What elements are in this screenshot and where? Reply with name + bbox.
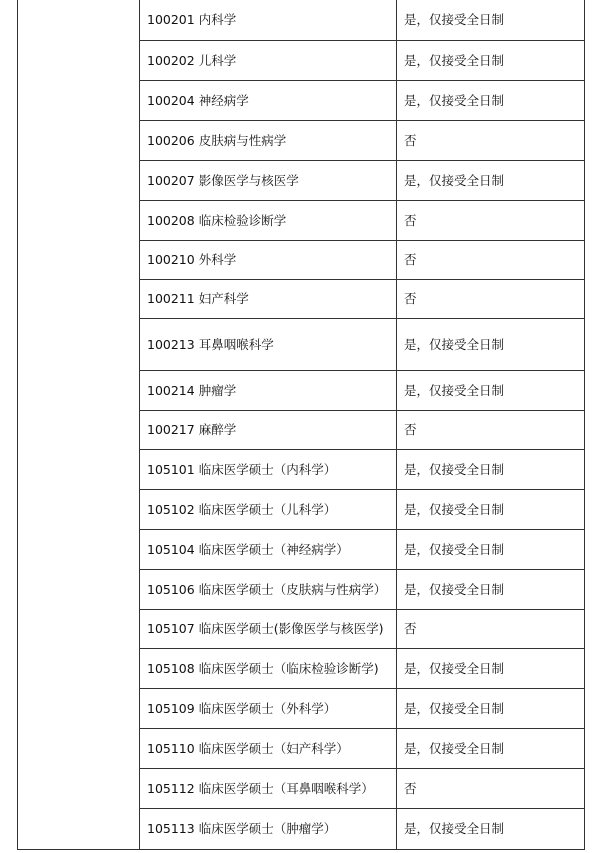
- fulltime-cell: 是，仅接受全日制: [397, 569, 585, 609]
- fulltime-cell: 是，仅接受全日制: [397, 0, 585, 40]
- major-cell: 105104 临床医学硕士（神经病学）: [140, 529, 397, 569]
- major-cell: 105109 临床医学硕士（外科学）: [140, 688, 397, 728]
- fulltime-cell: 否: [397, 200, 585, 240]
- fulltime-cell: 是，仅接受全日制: [397, 808, 585, 849]
- fulltime-cell: 是，仅接受全日制: [397, 40, 585, 80]
- major-cell: 105106 临床医学硕士（皮肤病与性病学）: [140, 569, 397, 609]
- majors-table: [17, 0, 585, 850]
- major-cell: 100211 妇产科学: [140, 279, 397, 318]
- major-cell: 105101 临床医学硕士（内科学）: [140, 449, 397, 489]
- major-cell: 105107 临床医学硕士(影像医学与核医学): [140, 609, 397, 648]
- fulltime-cell: 否: [397, 410, 585, 449]
- major-cell: 100207 影像医学与核医学: [140, 160, 397, 200]
- major-cell: 100210 外科学: [140, 240, 397, 279]
- major-cell: 100206 皮肤病与性病学: [140, 120, 397, 160]
- merged-left-cell: [18, 0, 140, 849]
- major-cell: 105112 临床医学硕士（耳鼻咽喉科学）: [140, 768, 397, 808]
- table-row: [18, 0, 585, 40]
- major-cell: 105113 临床医学硕士（肿瘤学）: [140, 808, 397, 849]
- major-cell: 100202 儿科学: [140, 40, 397, 80]
- fulltime-cell: 否: [397, 609, 585, 648]
- fulltime-cell: 是，仅接受全日制: [397, 160, 585, 200]
- fulltime-cell: 是，仅接受全日制: [397, 529, 585, 569]
- major-cell: 105102 临床医学硕士（儿科学）: [140, 489, 397, 529]
- fulltime-cell: 是，仅接受全日制: [397, 80, 585, 120]
- major-cell: 100204 神经病学: [140, 80, 397, 120]
- fulltime-cell: 是，仅接受全日制: [397, 449, 585, 489]
- major-cell: 100201 内科学: [140, 0, 397, 40]
- major-cell: 100214 肿瘤学: [140, 370, 397, 410]
- fulltime-cell: 是，仅接受全日制: [397, 370, 585, 410]
- major-cell: 100208 临床检验诊断学: [140, 200, 397, 240]
- fulltime-cell: 否: [397, 120, 585, 160]
- fulltime-cell: 是，仅接受全日制: [397, 489, 585, 529]
- fulltime-cell: 是，仅接受全日制: [397, 648, 585, 688]
- major-cell: 105108 临床医学硕士（临床检验诊断学): [140, 648, 397, 688]
- fulltime-cell: 是，仅接受全日制: [397, 318, 585, 370]
- fulltime-cell: 否: [397, 279, 585, 318]
- major-cell: 100213 耳鼻咽喉科学: [140, 318, 397, 370]
- fulltime-cell: 否: [397, 768, 585, 808]
- fulltime-cell: 否: [397, 240, 585, 279]
- major-cell: 105110 临床医学硕士（妇产科学）: [140, 728, 397, 768]
- fulltime-cell: 是，仅接受全日制: [397, 688, 585, 728]
- major-cell: 100217 麻醉学: [140, 410, 397, 449]
- fulltime-cell: 是，仅接受全日制: [397, 728, 585, 768]
